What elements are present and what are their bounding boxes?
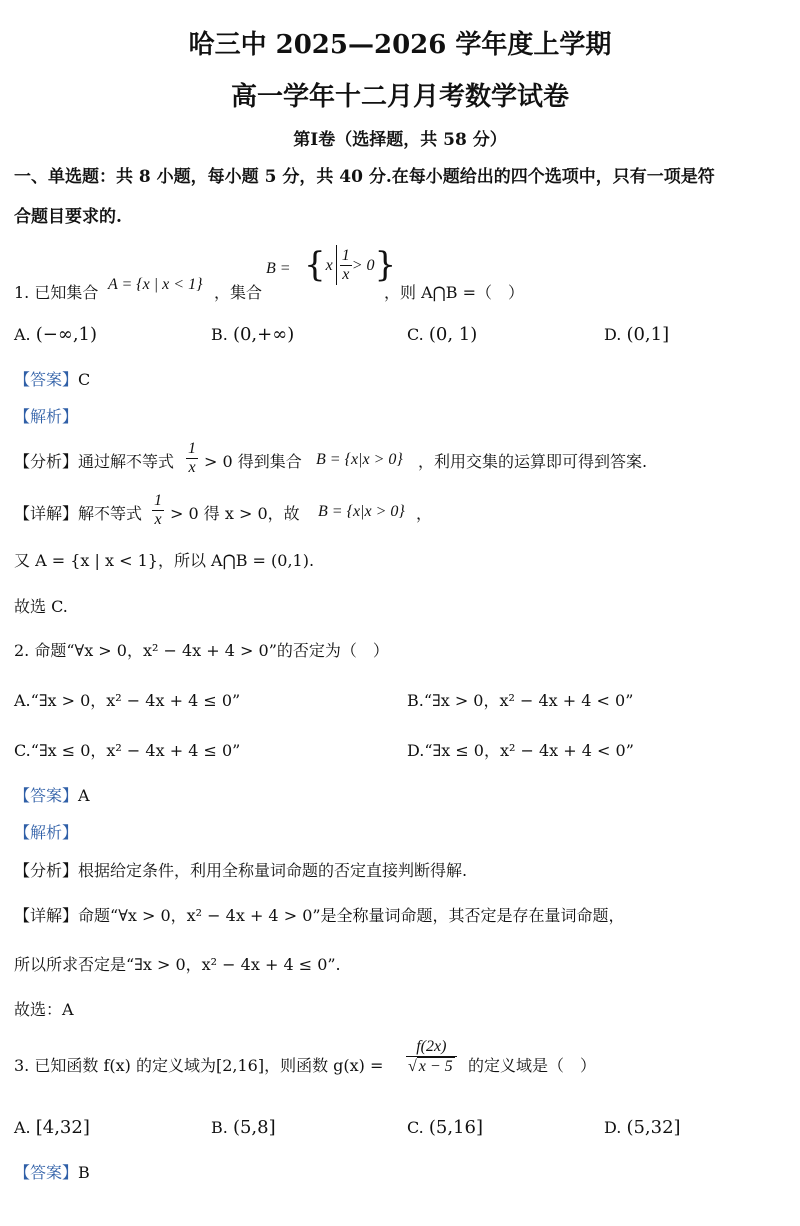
xiangjie-tag: 【详解】 xyxy=(14,504,79,523)
fraction-numerator: 1 xyxy=(188,440,196,457)
q2-option-d xyxy=(407,741,634,760)
option-value: [4,32] xyxy=(35,1117,90,1138)
option-value: (0, 1) xyxy=(428,324,478,345)
q1-option-c xyxy=(407,324,477,346)
option-label: A. xyxy=(14,1118,31,1137)
option-label: A. xyxy=(14,691,31,710)
sqrt-icon: √ xyxy=(408,1057,417,1075)
q2-option-a xyxy=(14,691,240,710)
section-heading-line1: 一、单选题：共 8 小题，每小题 5 分，共 40 分.在每小题给出的四个选项中，只有一项是符 xyxy=(14,167,715,187)
option-label: B. xyxy=(407,691,424,710)
q1-answer xyxy=(14,370,90,389)
fenxi-pre: 通过解不等式 xyxy=(78,452,175,471)
option-value: (−∞,1) xyxy=(35,324,98,345)
fenxi-post: ，利用交集的运算即可得到答案. xyxy=(418,452,648,471)
xiangjie-text: 命题“∀x > 0，x² − 4x + 4 > 0”是全称量词命题，其否定是存在量词命题， xyxy=(78,906,625,925)
q1-set-b-cond: > 0 xyxy=(351,256,375,274)
fraction-denominator: x xyxy=(342,265,350,283)
option-label: D. xyxy=(604,325,622,344)
q1-fenxi-fraction xyxy=(186,440,198,476)
q2-option-c xyxy=(14,741,240,760)
option-value: “∃x > 0，x² − 4x + 4 ≤ 0” xyxy=(30,691,241,710)
q3-fraction xyxy=(406,1038,457,1075)
option-label: D. xyxy=(604,1118,622,1137)
fraction-denominator: x xyxy=(188,458,196,476)
q2-fenxi xyxy=(14,861,467,880)
q2-line-suoyi: 所以所求否定是“∃x > 0，x² − 4x + 4 ≤ 0”. xyxy=(14,955,341,974)
q1-line-gu: 故选 C. xyxy=(14,597,68,616)
q3-option-a xyxy=(14,1117,90,1139)
q1-set-b-left: B = xyxy=(266,260,291,277)
option-value: (5,32] xyxy=(626,1117,681,1138)
answer-value: A xyxy=(78,786,90,805)
option-value: (0,+∞) xyxy=(232,324,295,345)
q1-prefix: 1. 已知集合 xyxy=(14,283,99,302)
q2-xiangjie xyxy=(14,906,625,925)
answer-tag: 【答案】 xyxy=(14,1163,79,1182)
option-value: “∃x ≤ 0，x² − 4x + 4 ≤ 0” xyxy=(30,741,241,760)
fenxi-mid: > 0 得到集合 xyxy=(204,452,302,471)
option-label: D. xyxy=(407,741,425,760)
option-label: C. xyxy=(407,325,424,344)
question-3-stem xyxy=(14,1038,794,1094)
option-label: A. xyxy=(14,325,31,344)
q1-xiangjie xyxy=(14,492,794,538)
answer-value: C xyxy=(78,370,91,389)
q1-line-you: 又 A = {x | x < 1}，所以 A⋂B = (0,1). xyxy=(14,551,315,570)
fenxi-text: 根据给定条件，利用全称量词命题的否定直接判断得解. xyxy=(78,861,468,880)
fenxi-tag: 【分析】 xyxy=(14,861,79,880)
option-value: “∃x ≤ 0，x² − 4x + 4 < 0” xyxy=(424,741,634,760)
q1-xiangjie-fraction xyxy=(152,492,164,528)
option-label: B. xyxy=(211,1118,228,1137)
option-label: B. xyxy=(211,325,228,344)
xiangjie-pre: 解不等式 xyxy=(78,504,143,523)
option-value: “∃x > 0，x² − 4x + 4 < 0” xyxy=(423,691,634,710)
q1-set-b-expr xyxy=(304,245,396,286)
right-brace-glyph: } xyxy=(374,245,397,285)
part-label: 第Ⅰ卷（选择题，共 58 分） xyxy=(293,130,507,150)
option-label: C. xyxy=(14,741,31,760)
option-value: (5,8] xyxy=(232,1117,276,1138)
q1-fenxi xyxy=(14,440,794,486)
q1-option-b xyxy=(211,324,294,346)
fenxi-tag: 【分析】 xyxy=(14,452,79,471)
option-value: (0,1] xyxy=(626,324,670,345)
q1-option-a xyxy=(14,324,97,346)
xiangjie-mid: > 0 得 x > 0，故 xyxy=(170,504,300,523)
q3-option-c xyxy=(407,1117,483,1139)
q1-suffix: ，则 A⋂B =（ ） xyxy=(384,283,525,302)
q1-set-a: A = {x | x < 1} xyxy=(108,276,203,293)
fraction-numerator: 1 xyxy=(341,247,350,265)
left-brace-glyph: { xyxy=(304,245,326,285)
fraction-numerator: f(2x) xyxy=(406,1038,457,1057)
fraction-denominator: x xyxy=(154,510,162,528)
fenxi-set: B = {x|x > 0} xyxy=(316,451,403,468)
xiangjie-tag: 【详解】 xyxy=(14,906,79,925)
q2-answer xyxy=(14,786,90,805)
section-heading-line2: 合题目要求的. xyxy=(14,207,122,227)
exam-title-line1: 哈三中 2025—2026 学年度上学期 xyxy=(188,30,612,60)
q3-answer xyxy=(14,1163,90,1182)
answer-tag: 【答案】 xyxy=(14,370,79,389)
q1-set-b-fraction xyxy=(340,247,352,283)
exam-title-line2: 高一学年十二月月考数学试卷 xyxy=(230,82,569,112)
sqrt-radicand: x − 5 xyxy=(418,1057,453,1075)
question-2-stem: 2. 命题“∀x > 0，x² − 4x + 4 > 0”的否定为（ ） xyxy=(14,641,389,660)
q2-line-gu: 故选：A xyxy=(14,1000,74,1019)
xiangjie-set: B = {x|x > 0} xyxy=(318,503,405,520)
answer-tag: 【答案】 xyxy=(14,786,79,805)
xiangjie-post: ， xyxy=(416,504,433,523)
q1-set-b-var: x xyxy=(325,256,333,274)
q1-mid: ，集合 xyxy=(214,283,263,302)
fraction-denominator xyxy=(406,1057,457,1076)
q3-suffix: 的定义域是（ ） xyxy=(468,1056,597,1075)
q2-option-b xyxy=(407,691,633,710)
option-value: (5,16] xyxy=(428,1117,483,1138)
q1-set-b-bar xyxy=(336,245,337,285)
q1-jiexi-tag: 【解析】 xyxy=(14,407,79,426)
answer-value: B xyxy=(78,1163,90,1182)
q2-jiexi-tag: 【解析】 xyxy=(14,823,79,842)
option-label: C. xyxy=(407,1118,424,1137)
q3-option-b xyxy=(211,1117,276,1139)
q1-option-d xyxy=(604,324,669,346)
q3-option-d xyxy=(604,1117,681,1139)
fraction-numerator: 1 xyxy=(154,492,162,509)
q3-prefix: 3. 已知函数 f(x) 的定义域为[2,16]，则函数 g(x) = xyxy=(14,1056,384,1075)
